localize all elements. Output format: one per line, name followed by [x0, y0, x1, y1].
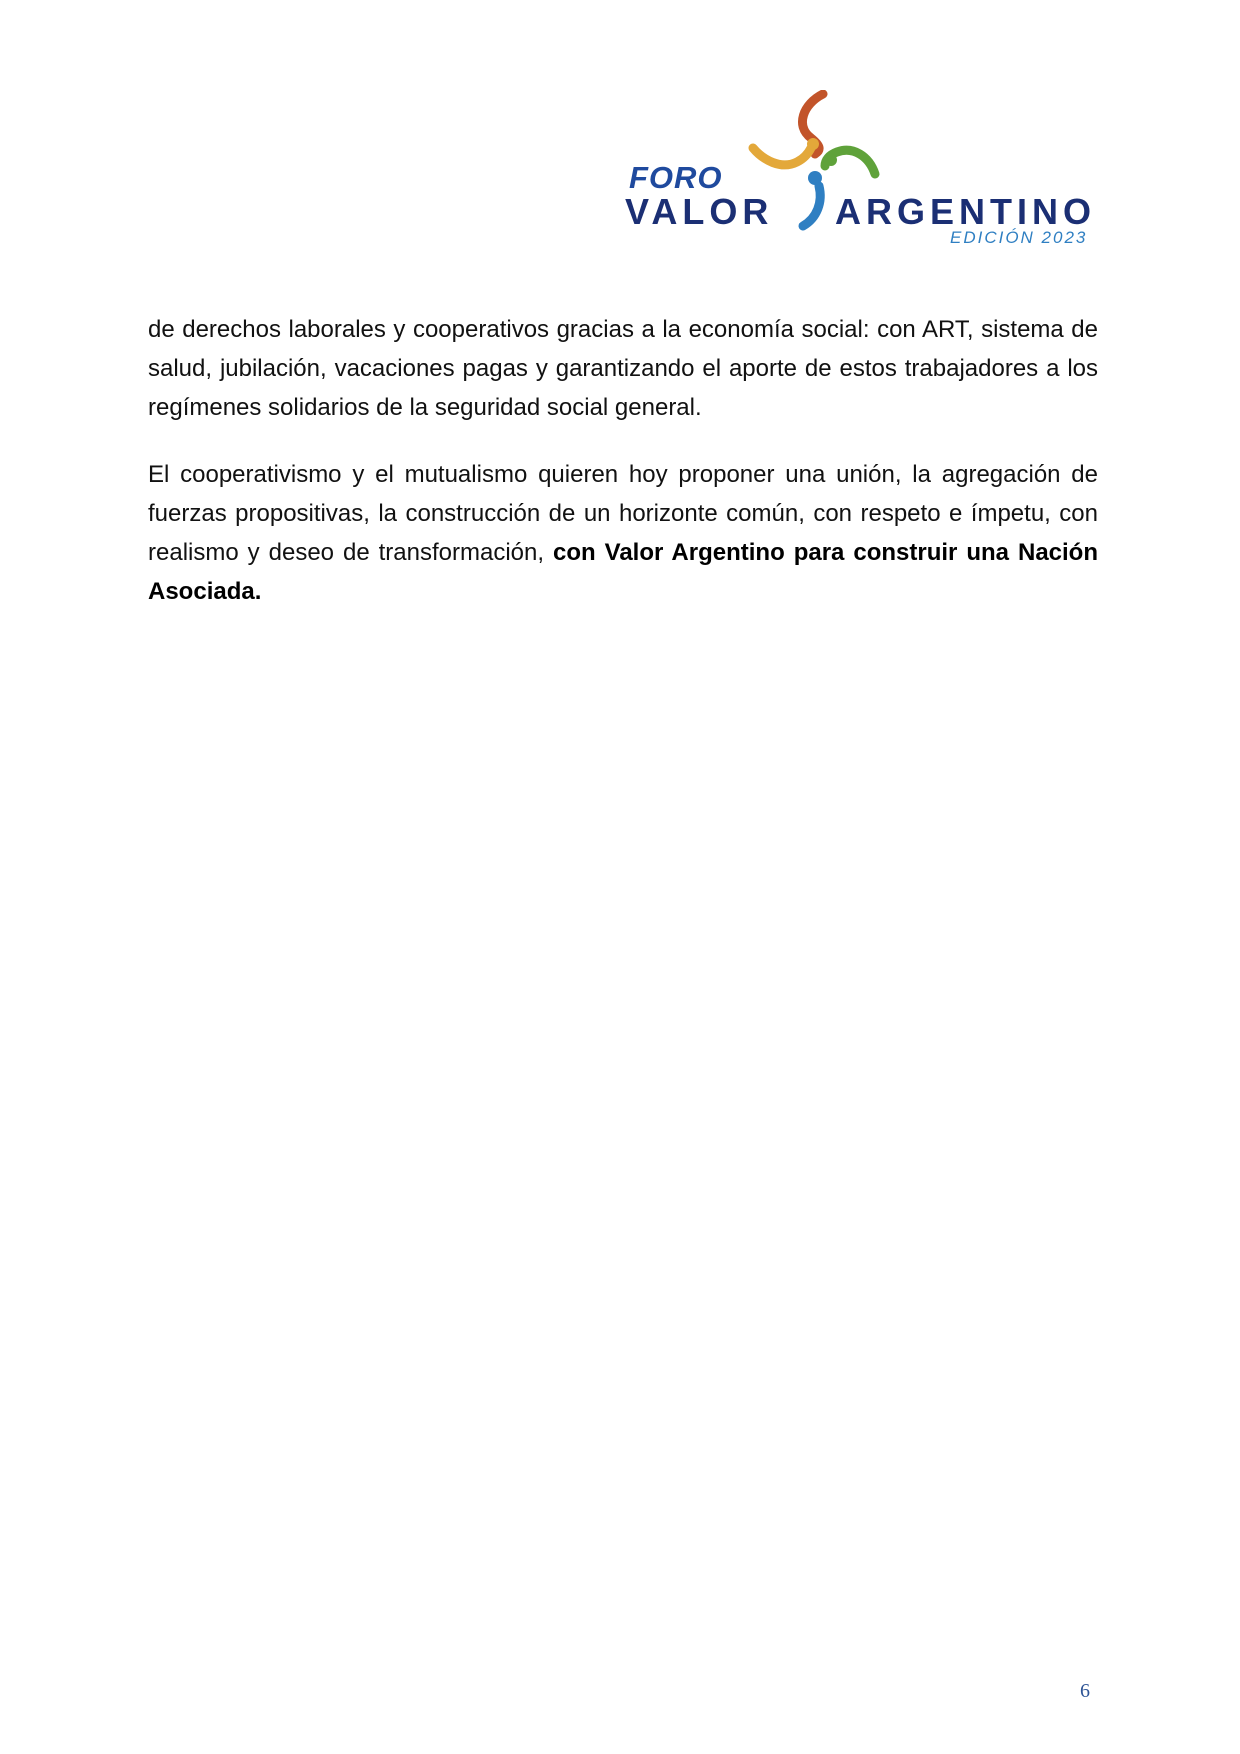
foro-valor-argentino-logo	[625, 90, 1095, 250]
logo-swirl-gold	[753, 148, 811, 165]
paragraph-2	[148, 455, 1098, 611]
logo-argentino-text: ARGENTINO	[835, 191, 1096, 232]
paragraph-1: de derechos laborales y cooperativos gracias a la economía social: con ART, sistema de salud, jubilación, vacaciones pagas y garantizando el aporte de estos trabajadores a los regímenes solidarios de la seguridad social general.	[148, 316, 1098, 421]
logo-edition-text: EDICIÓN 2023	[950, 228, 1088, 247]
paragraph-2-text: El cooperativismo y el mutualismo quieren hoy proponer una unión, la agregación de fuerzas propositivas, la construcción de un horizonte común, con respeto e ímpetu, con realismo y deseo de transformación,	[148, 461, 1098, 566]
logo-swirl-blue	[803, 186, 820, 226]
logo-dot-gold	[807, 138, 819, 150]
logo-foro-text: FORO	[629, 160, 723, 195]
page-number: 6	[1080, 1680, 1090, 1702]
document-body	[148, 310, 1098, 639]
logo-valor-text: VALOR	[625, 191, 774, 232]
paragraph-2-bold-text: con Valor Argentino para construir una Nación Asociada.	[148, 539, 1099, 605]
logo-dot-green	[825, 154, 837, 166]
